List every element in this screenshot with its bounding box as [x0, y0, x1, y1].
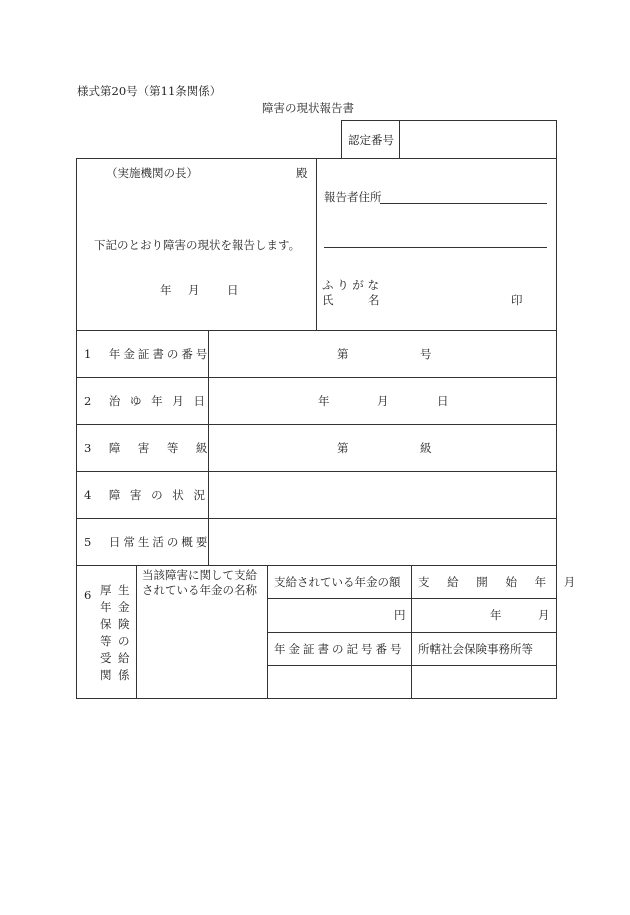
- date-year-label: 年: [160, 283, 172, 297]
- report-date[interactable]: [160, 283, 300, 301]
- report-statement: 下記のとおり障害の現状を報告します。: [94, 238, 301, 252]
- cert-symbol-field[interactable]: [268, 666, 410, 698]
- row2-month: 月: [377, 394, 389, 408]
- row1-suffix: 号: [420, 347, 432, 361]
- cert-number-label: 認定番号: [348, 133, 394, 147]
- pension-name-header-1: 当該障害に関して支給: [142, 568, 257, 582]
- cert-number-divider: [399, 120, 400, 159]
- section6-char: 金: [118, 600, 130, 614]
- pension-cert-number-field[interactable]: [209, 331, 556, 376]
- form-number: 様式第20号（第11条関係）: [77, 84, 222, 98]
- date-day-label: 日: [227, 283, 239, 297]
- section6-char: 保: [100, 617, 112, 631]
- section6-row-line: [267, 632, 557, 633]
- honorific: 殿: [296, 166, 308, 180]
- section6-char: 関: [100, 668, 112, 682]
- office-field[interactable]: [412, 666, 556, 698]
- start-date-field[interactable]: [412, 599, 556, 631]
- addressee: （実施機関の長）: [106, 166, 198, 180]
- section6-char: 受: [100, 651, 112, 665]
- pension-name-header-2: されている年金の名称: [142, 583, 257, 597]
- reporter-name-field[interactable]: [380, 276, 510, 310]
- name-label-1: 氏: [322, 293, 334, 307]
- row2-day: 日: [437, 394, 449, 408]
- section6-number: 6: [84, 588, 92, 602]
- section6-char: 厚: [100, 583, 112, 597]
- start-year: 年: [490, 608, 502, 622]
- row1-prefix: 第: [337, 347, 349, 361]
- office-header: 所轄社会保険事務所等: [418, 642, 533, 656]
- reporter-address-field[interactable]: [380, 203, 547, 204]
- name-label-2: 名: [368, 293, 380, 307]
- header-divider: [316, 158, 317, 330]
- pension-amount-field[interactable]: [268, 599, 410, 631]
- section6-char: 給: [118, 651, 130, 665]
- daily-life-field[interactable]: [209, 519, 556, 564]
- form-title: 障害の現状報告書: [262, 101, 354, 115]
- cert-number-field[interactable]: [401, 121, 555, 158]
- start-month: 月: [538, 608, 550, 622]
- section6-char: 生: [118, 583, 130, 597]
- section6-char: 険: [118, 617, 130, 631]
- row1-label: 1 年金証書の番号: [84, 347, 211, 361]
- row4-label: 4 障 害 の 状 況: [84, 488, 208, 502]
- reporter-address-label: 報告者住所: [324, 190, 382, 204]
- amount-header: 支給されている年金の額: [274, 575, 401, 589]
- disability-grade-field[interactable]: [209, 425, 556, 470]
- pension-name-field[interactable]: [137, 599, 266, 698]
- disability-status-field[interactable]: [209, 472, 556, 517]
- start-header: 支 給 開 始 年 月: [418, 575, 583, 589]
- amount-unit: 円: [394, 608, 406, 622]
- furigana-label: ふ り が な: [322, 278, 379, 292]
- row2-label: 2 治 ゆ 年 月 日: [84, 394, 208, 408]
- cert-symbol-header: 年金証書の記号番号: [274, 642, 405, 656]
- section6-char: 等: [100, 634, 112, 648]
- row5-label: 5 日常生活の概要: [84, 535, 211, 549]
- reporter-address-field-2[interactable]: [324, 247, 547, 248]
- row3-suffix: 級: [420, 441, 432, 455]
- row-line: [76, 565, 557, 566]
- row3-label: 3 障 害 等 級: [84, 441, 211, 455]
- section6-char: の: [118, 634, 130, 648]
- row3-prefix: 第: [337, 441, 349, 455]
- section6-char: 係: [118, 668, 130, 682]
- section6-char: 年: [100, 600, 112, 614]
- row2-year: 年: [318, 394, 330, 408]
- cure-date-field[interactable]: [209, 378, 556, 423]
- date-month-label: 月: [188, 283, 200, 297]
- seal-mark: 印: [511, 293, 523, 307]
